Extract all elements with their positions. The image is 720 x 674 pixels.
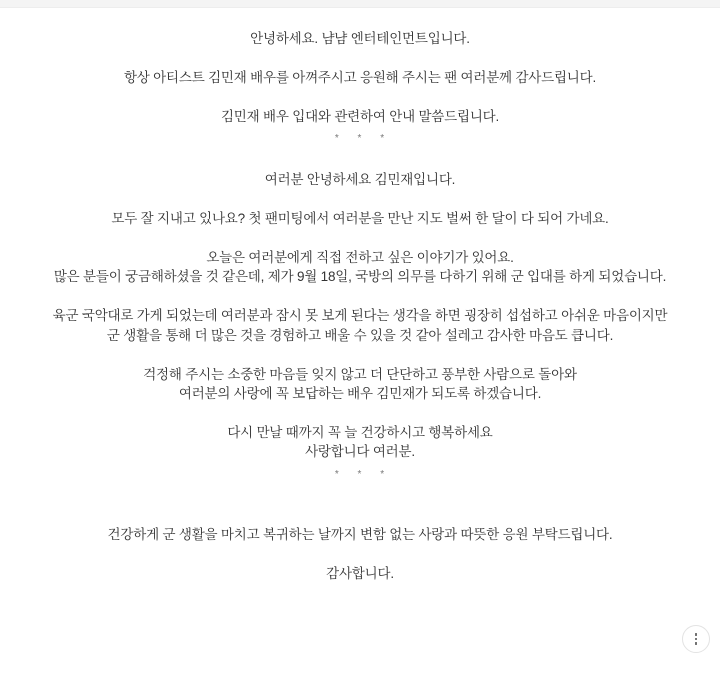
blank-line bbox=[0, 190, 720, 209]
kebab-menu-icon bbox=[695, 633, 698, 645]
blank-line bbox=[0, 506, 720, 525]
post-line: 군 생활을 통해 더 많은 것을 경험하고 배울 수 있을 것 같아 설레고 감사한 마음도 큽니다. bbox=[106, 327, 614, 343]
post-line: 걱정해 주시는 소중한 마음들 잊지 않고 더 단단하고 풍부한 사람으로 돌아와 bbox=[143, 366, 577, 382]
blank-line bbox=[0, 229, 720, 248]
post-line: 항상 아티스트 김민재 배우를 아껴주시고 응원해 주시는 팬 여러분께 감사드립니다. bbox=[123, 69, 597, 85]
blank-line bbox=[0, 345, 720, 364]
post-line: 모두 잘 지내고 있나요? 첫 팬미팅에서 여러분을 만난 지도 벌써 한 달이 다 되어 가네요. bbox=[111, 211, 609, 227]
post-line: 많은 분들이 궁금해하셨을 것 같은데, 제가 9월 18일, 국방의 의무를 다하기 위해 군 입대를 하게 되었습니다. bbox=[53, 269, 667, 285]
section-separator: * * * bbox=[334, 133, 386, 145]
header-bottom-strip bbox=[0, 0, 720, 8]
blank-line bbox=[0, 87, 720, 106]
post-line: 오늘은 여러분에게 직접 전하고 싶은 이야기가 있어요. bbox=[206, 250, 514, 266]
post-line: 여러분 안녕하세요 김민재입니다. bbox=[264, 172, 456, 188]
more-options-button[interactable] bbox=[682, 625, 710, 653]
blank-line bbox=[0, 487, 720, 506]
blank-line bbox=[0, 403, 720, 422]
post-line: 다시 만날 때까지 꼭 늘 건강하시고 행복하세요 bbox=[227, 424, 493, 440]
section-separator: * * * bbox=[334, 468, 386, 480]
post-body bbox=[0, 8, 720, 584]
post-line: 여러분의 사랑에 꼭 보답하는 배우 김민재가 되도록 하겠습니다. bbox=[178, 385, 542, 401]
blank-line bbox=[0, 151, 720, 170]
post-line: 사랑합니다 여러분. bbox=[305, 444, 415, 460]
post-line: 육군 국악대로 가게 되었는데 여러분과 잠시 못 보게 된다는 생각을 하면 굉장히 섭섭하고 아쉬운 마음이지만 bbox=[52, 308, 668, 324]
blank-line bbox=[0, 287, 720, 306]
blank-line bbox=[0, 545, 720, 564]
blank-line bbox=[0, 48, 720, 67]
post-line: 감사합니다. bbox=[326, 566, 394, 582]
post-line: 김민재 배우 입대와 관련하여 안내 말씀드립니다. bbox=[220, 108, 500, 124]
post-line: 안녕하세요. 냠냠 엔터테인먼트입니다. bbox=[250, 31, 470, 46]
post-line: 건강하게 군 생활을 마치고 복귀하는 날까지 변함 없는 사랑과 따뜻한 응원 부탁드립니다. bbox=[107, 527, 613, 543]
